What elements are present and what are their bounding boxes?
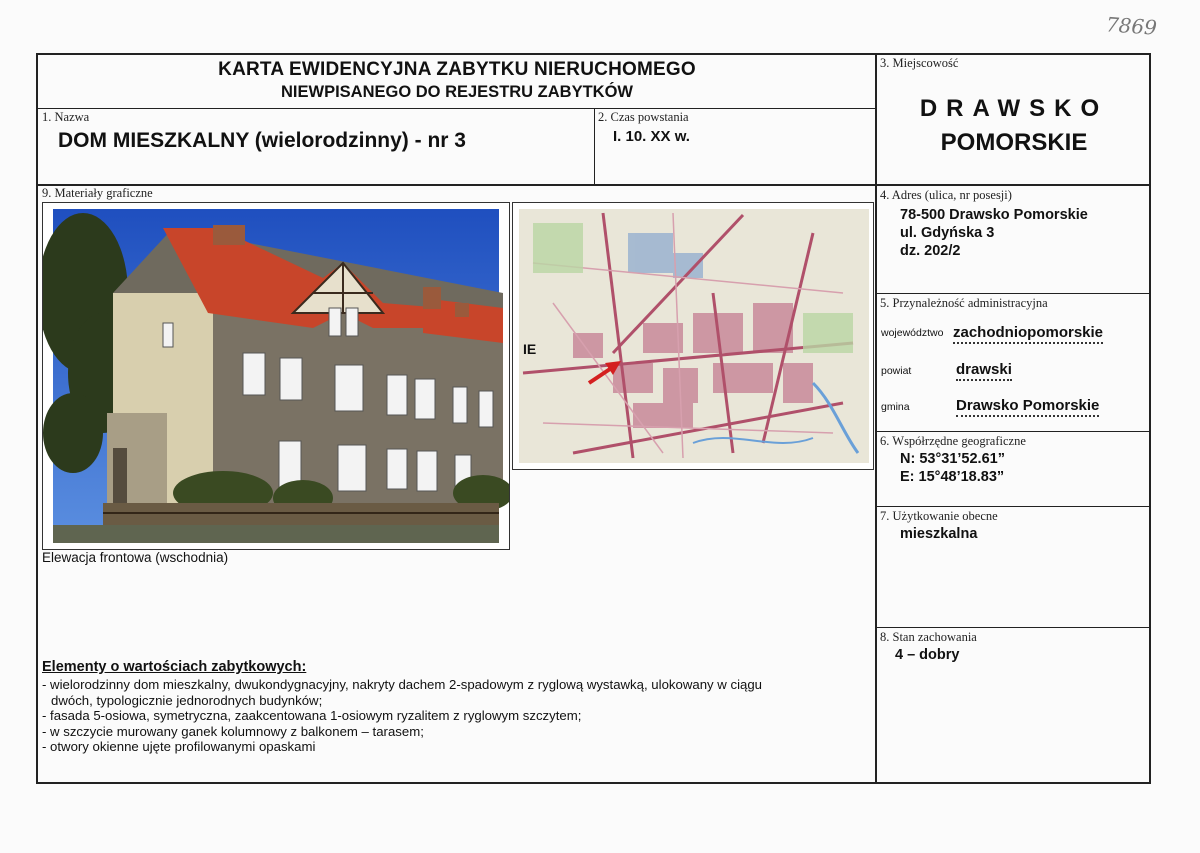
- photo-caption: Elewacja frontowa (wschodnia): [42, 550, 229, 565]
- latitude: N: 53°31’52.61”: [900, 451, 1005, 467]
- materialy-label: 9. Materiały graficzne: [42, 186, 153, 200]
- miejscowosc-line2: POMORSKIE: [940, 129, 1088, 156]
- frame-left: [36, 53, 38, 783]
- stan-value: 4 – dobry: [895, 647, 960, 663]
- uzytkowanie-value: mieszkalna: [900, 526, 978, 542]
- elementy-title: Elementy o wartościach zabytkowych:: [42, 659, 307, 675]
- wojewodztwo-label: województwo: [881, 327, 944, 339]
- divider-header-bottom: [36, 184, 1151, 186]
- przynaleznosc-label: 5. Przynależność administracyjna: [880, 296, 1048, 310]
- elementy-line-1: - wielorodzinny dom mieszkalny, dwukondygnacyjny, nakryty dachem 2-spadowym z ryglową wystawką, ulokowany w ciągu: [42, 677, 762, 692]
- czas-label: 2. Czas powstania: [598, 110, 689, 124]
- divider-nazwa-czas: [594, 108, 595, 185]
- wojewodztwo-value: zachodniopomorskie: [953, 324, 1103, 344]
- powiat-value: drawski: [956, 361, 1012, 381]
- uzytkowanie-label: 7. Użytkowanie obecne: [880, 509, 998, 523]
- adres-line2: ul. Gdyńska 3: [900, 225, 995, 241]
- adres-line1: 78-500 Drawsko Pomorskie: [900, 207, 1088, 223]
- czas-value: I. 10. XX w.: [613, 128, 690, 145]
- divider-4-5: [875, 293, 1150, 294]
- building-photo: [42, 202, 510, 550]
- divider-5-6: [875, 431, 1150, 432]
- nazwa-value: DOM MIESZKALNY (wielorodzinny) - nr 3: [58, 129, 466, 152]
- miejscowosc-label: 3. Miejscowość: [880, 56, 959, 70]
- elementy-line-4: - w szczycie murowany ganek kolumnowy z balkonem – tarasem;: [42, 723, 424, 739]
- divider-title-bottom: [36, 108, 876, 109]
- elementy-line-2: dwóch, typologicznie jednorodnych budynków;: [51, 692, 323, 708]
- location-map: [512, 202, 874, 470]
- elementy-list: [42, 677, 862, 755]
- divider-7-8: [875, 627, 1150, 628]
- powiat-label: powiat: [881, 365, 912, 377]
- gmina-label: gmina: [881, 401, 910, 413]
- gmina-value: Drawsko Pomorskie: [956, 397, 1099, 417]
- map-label: IE: [523, 341, 537, 357]
- frame-bottom: [36, 782, 1151, 784]
- divider-6-7: [875, 506, 1150, 507]
- frame-right: [1149, 53, 1151, 783]
- divider-right-column: [875, 53, 877, 783]
- stan-label: 8. Stan zachowania: [880, 630, 977, 644]
- card-subtitle: NIEWPISANEGO DO REJESTRU ZABYTKÓW: [280, 83, 634, 101]
- longitude: E: 15°48’18.83”: [900, 469, 1005, 485]
- wspolrzedne-label: 6. Współrzędne geograficzne: [880, 434, 1026, 448]
- card-title: KARTA EWIDENCYJNA ZABYTKU NIERUCHOMEGO: [218, 59, 696, 80]
- frame-top: [36, 53, 1151, 55]
- miejscowosc-line1: DRAWSKO: [919, 95, 1109, 122]
- adres-line3: dz. 202/2: [900, 243, 961, 259]
- elementy-line-3: - fasada 5-osiowa, symetryczna, zaakcentowana 1-osiowym ryzalitem z ryglowym szczytem;: [42, 708, 582, 723]
- adres-label: 4. Adres (ulica, nr posesji): [880, 188, 1012, 202]
- archive-number-stamp: 7869: [1105, 12, 1158, 40]
- nazwa-label: 1. Nazwa: [42, 110, 90, 124]
- elementy-line-5: - otwory okienne ujęte profilowanymi opaskami: [42, 739, 316, 754]
